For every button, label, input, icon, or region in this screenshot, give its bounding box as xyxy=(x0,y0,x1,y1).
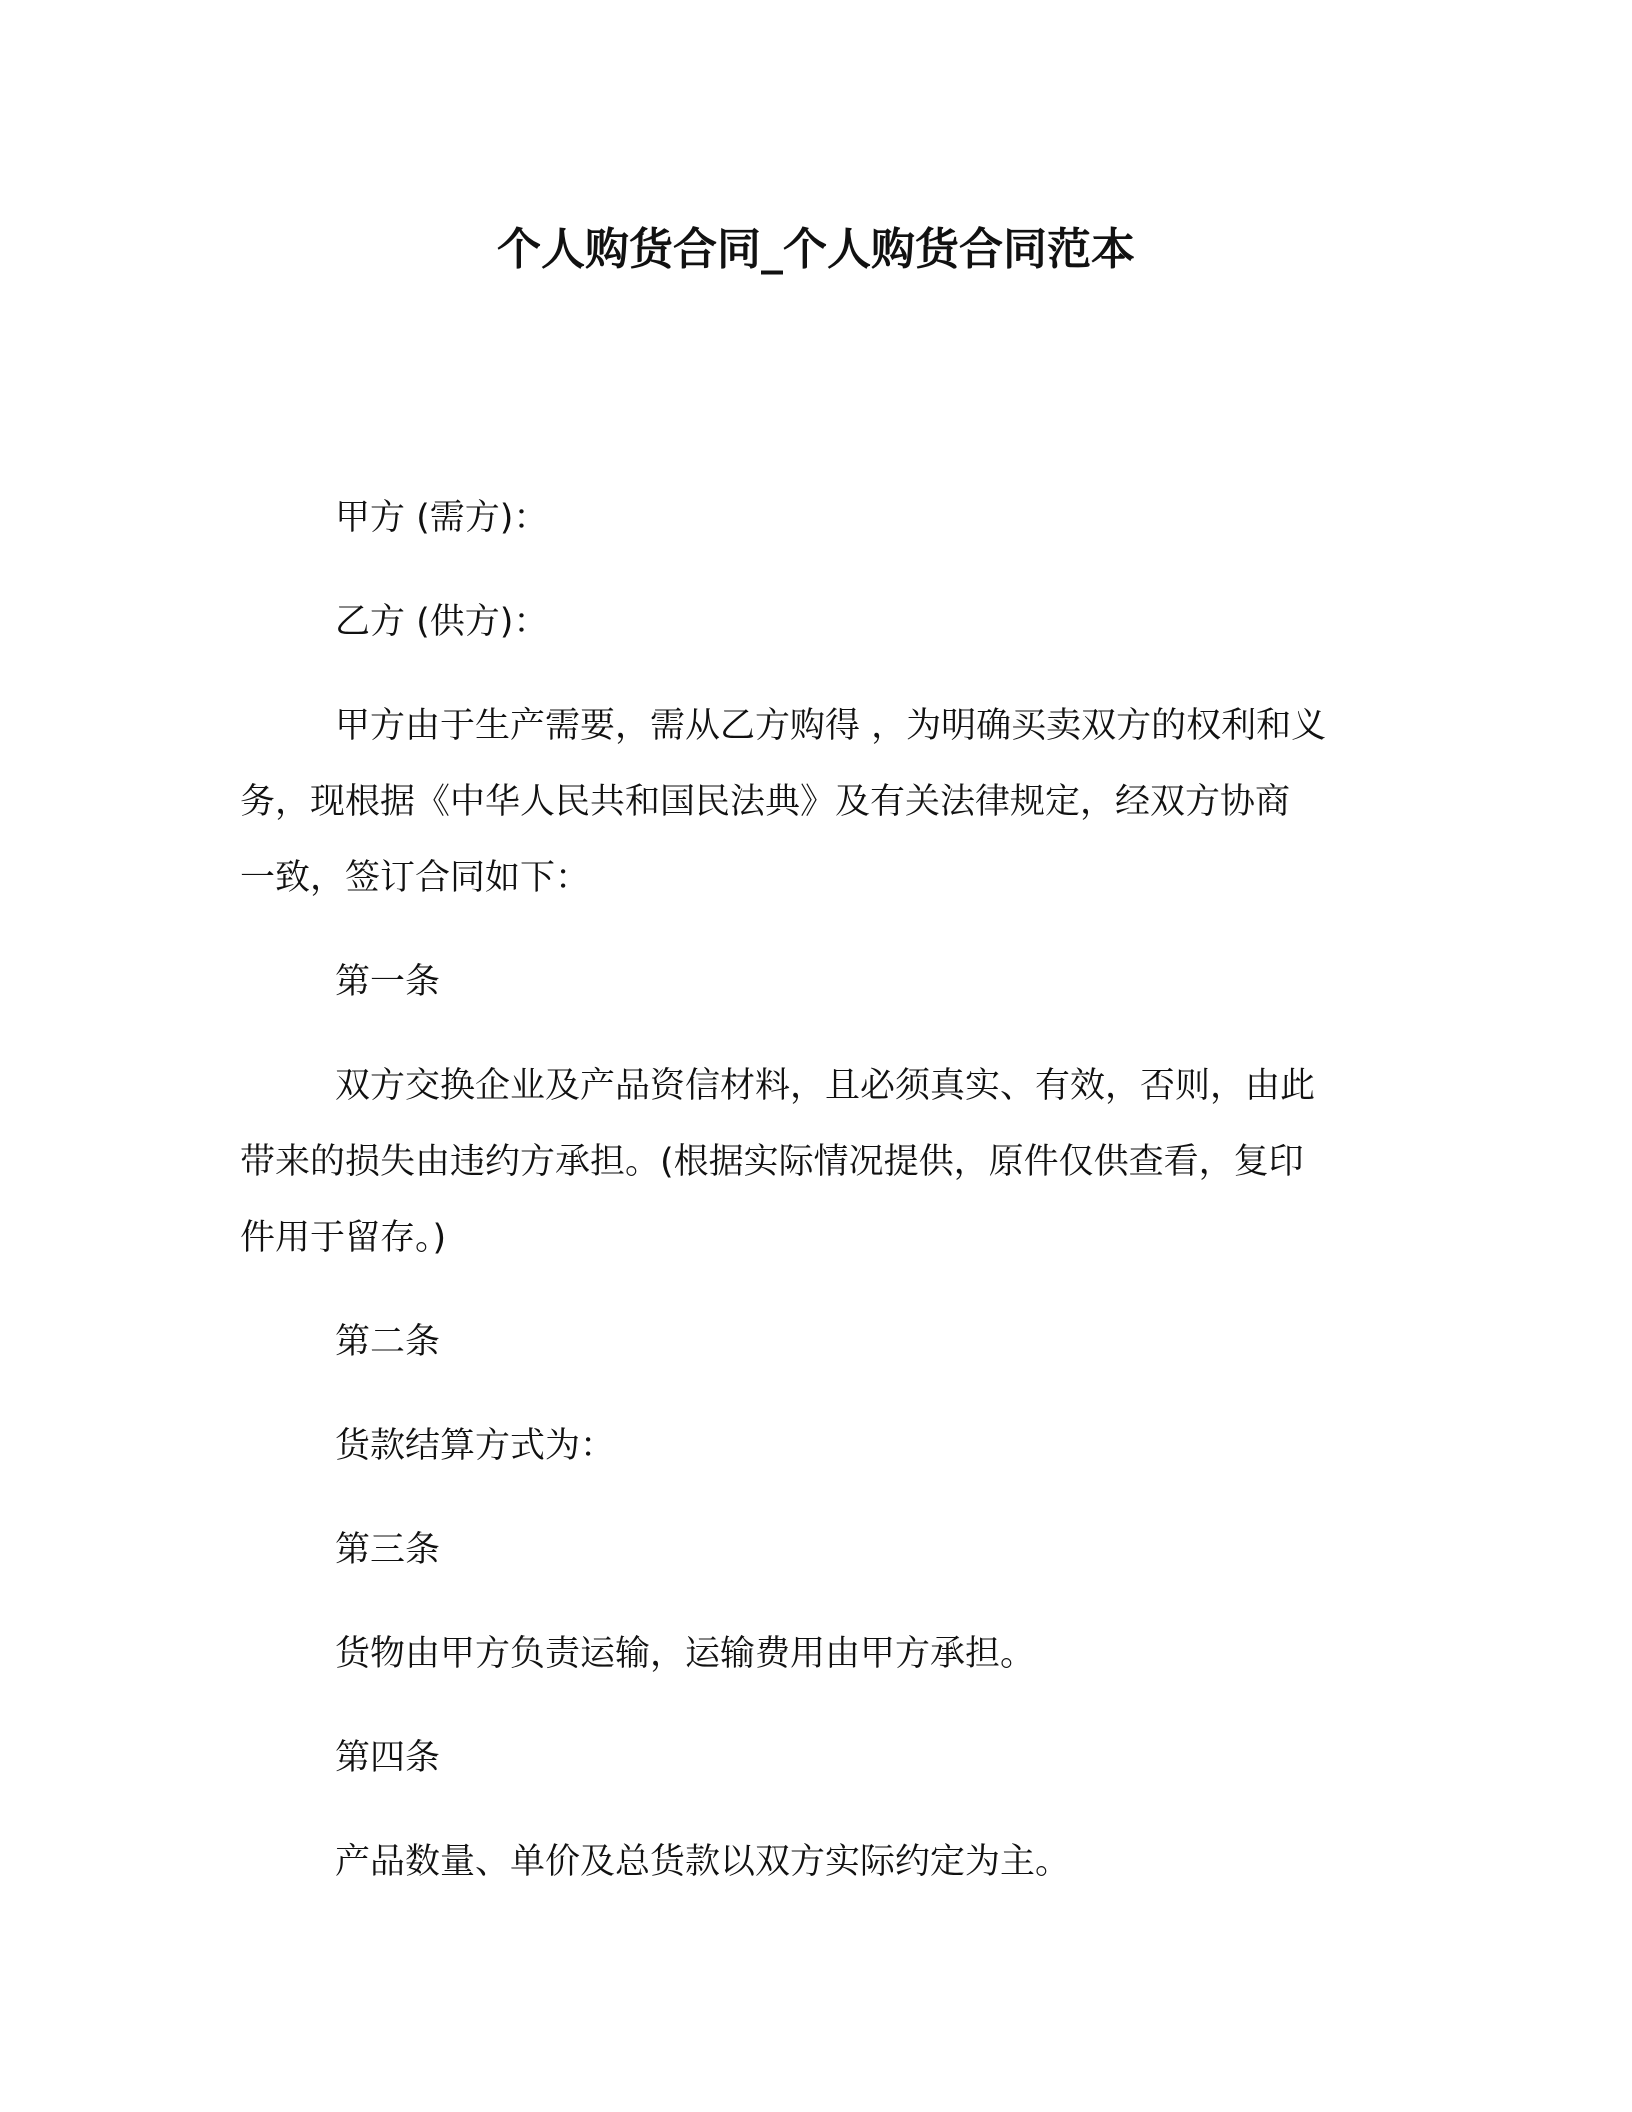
document-title: 个人购货合同_个人购货合同范本 xyxy=(497,224,1135,275)
article-2-heading: 第二条 xyxy=(335,1322,441,1362)
article-1-line-3: 件用于留存。) xyxy=(240,1218,447,1258)
article-4-text: 产品数量、单价及总货款以双方实际约定为主。 xyxy=(335,1842,1071,1882)
article-4-heading: 第四条 xyxy=(335,1738,441,1778)
intro-line-1: 甲方由于生产需要，需从乙方购得 ，为明确买卖双方的权利和义 xyxy=(335,706,1327,746)
article-1-heading: 第一条 xyxy=(335,962,441,1002)
article-1-line-2: 带来的损失由违约方承担。(根据实际情况提供，原件仅供查看，复印 xyxy=(240,1142,1304,1182)
intro-line-3: 一致，签订合同如下： xyxy=(240,858,591,898)
intro-line-2: 务，现根据《中华人民共和国民法典》及有关法律规定，经双方协商 xyxy=(240,782,1291,822)
article-1-line-1: 双方交换企业及产品资信材料，且必须真实、有效，否则，由此 xyxy=(335,1066,1316,1106)
party-b-line: 乙方 (供方)： xyxy=(335,602,549,642)
article-3-heading: 第三条 xyxy=(335,1530,441,1570)
party-a-line: 甲方 (需方)： xyxy=(335,498,549,538)
article-3-text: 货物由甲方负责运输，运输费用由甲方承担。 xyxy=(335,1634,1036,1674)
article-2-text: 货款结算方式为： xyxy=(335,1426,616,1466)
